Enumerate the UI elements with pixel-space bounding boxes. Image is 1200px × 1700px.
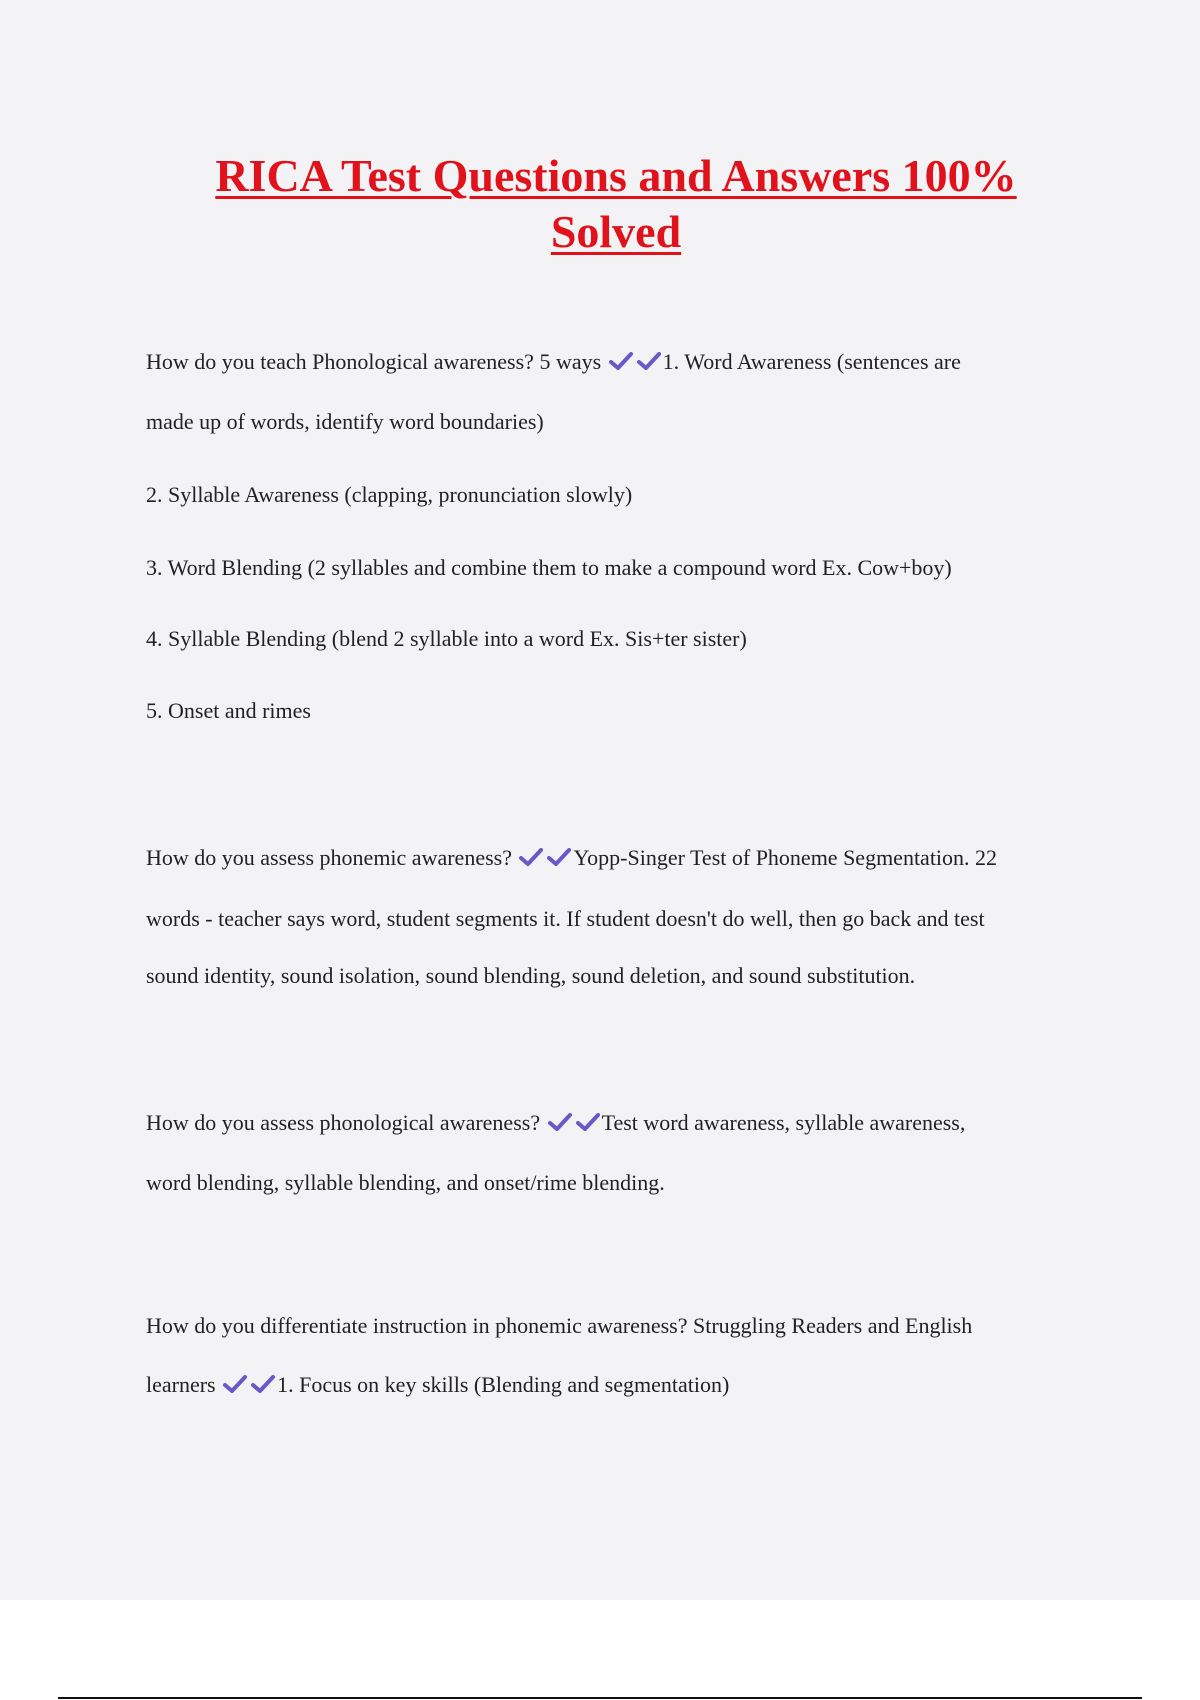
q4-question: How do you differentiate instruction in phonemic awareness? Struggling Readers and English <box>146 1313 973 1338</box>
check-icon <box>546 1111 574 1133</box>
q4-second-line <box>146 1370 729 1400</box>
q1-item-4: 4. Syllable Blending (blend 2 syllable into a word Ex. Sis+ter sister) <box>146 626 747 651</box>
footer-divider <box>58 1697 1142 1699</box>
q2-answer-start: Yopp-Singer Test of Phoneme Segmentation. 22 <box>573 845 998 870</box>
q1-item-3: 3. Word Blending (2 syllables and combine them to make a compound word Ex. Cow+boy) <box>146 555 952 580</box>
check-icon <box>517 846 545 868</box>
check-icon <box>607 350 635 372</box>
q1-item-5: 5. Onset and rimes <box>146 698 311 723</box>
check-icon <box>635 350 663 372</box>
q1-item-2: 2. Syllable Awareness (clapping, pronunciation slowly) <box>146 482 633 507</box>
check-icon <box>249 1373 277 1395</box>
q1-answer-start: 1. Word Awareness (sentences are <box>662 349 961 374</box>
check-icon <box>221 1373 249 1395</box>
q1-answer-cont: made up of words, identify word boundaries) <box>146 409 544 434</box>
q1-first-line <box>146 347 961 377</box>
q2-first-line <box>146 843 997 873</box>
document-title <box>0 148 1200 260</box>
q3-answer-start: Test word awareness, syllable awareness, <box>601 1110 966 1135</box>
q3-answer-line-2: word blending, syllable blending, and onset/rime blending. <box>146 1170 665 1195</box>
title-line-2: Solved <box>550 206 682 257</box>
q2-answer-line-2: words - teacher says word, student segments it. If student doesn't do well, then go back and test <box>146 906 985 931</box>
q4-question-cont: learners <box>146 1372 216 1397</box>
q3-question: How do you assess phonological awareness? <box>146 1110 541 1135</box>
q4-answer-start: 1. Focus on key skills (Blending and segmentation) <box>277 1372 730 1397</box>
check-icon <box>574 1111 602 1133</box>
q1-question: How do you teach Phonological awareness? 5 ways <box>146 349 602 374</box>
q2-answer-line-3: sound identity, sound isolation, sound blending, sound deletion, and sound substitution. <box>146 963 916 988</box>
check-icon <box>545 846 573 868</box>
q2-question: How do you assess phonemic awareness? <box>146 845 512 870</box>
title-line-1: RICA Test Questions and Answers 100% <box>215 150 1017 201</box>
q3-first-line <box>146 1108 965 1138</box>
